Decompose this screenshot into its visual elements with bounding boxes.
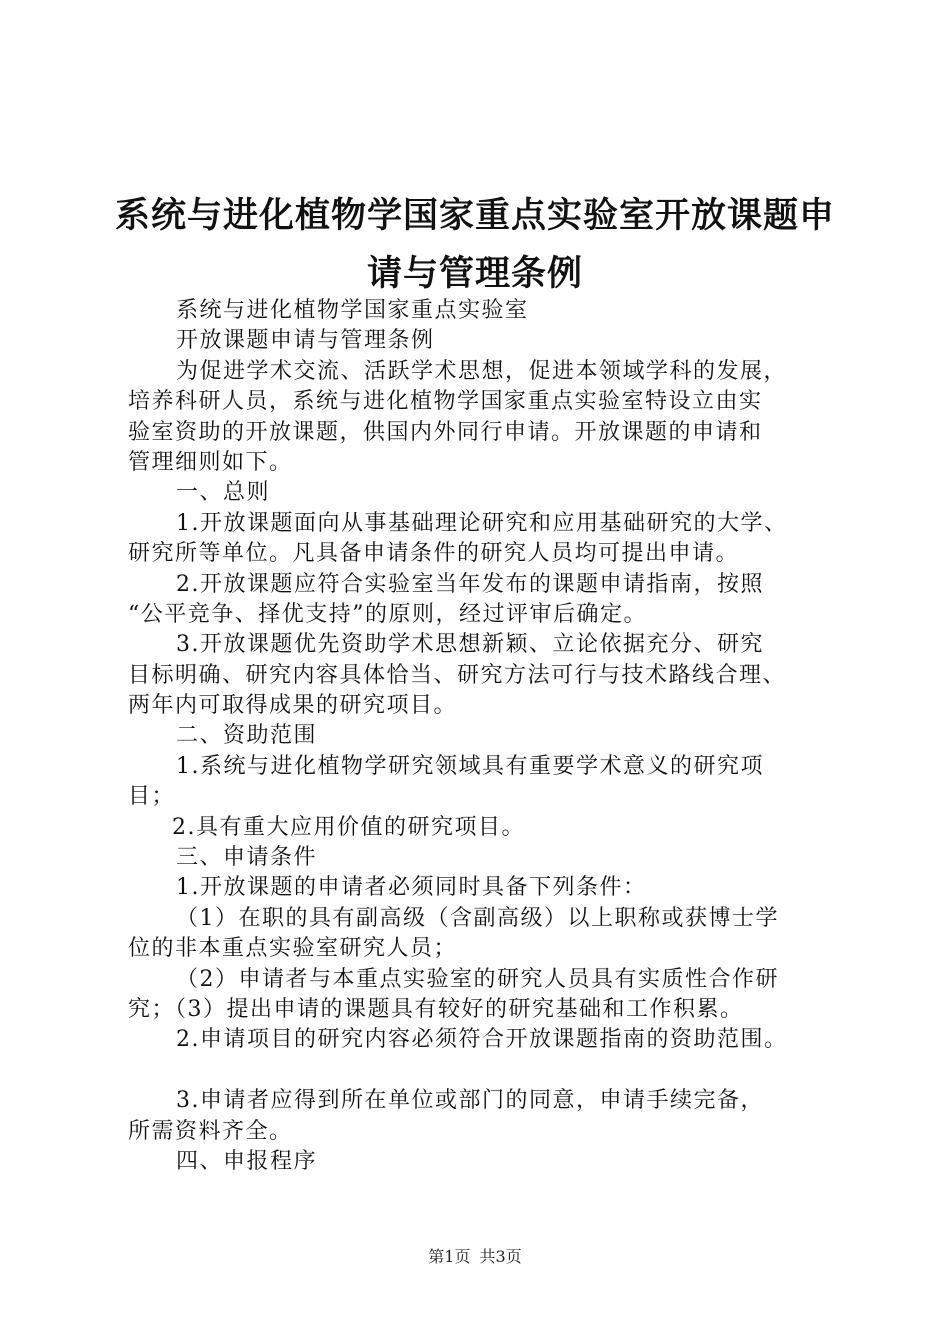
paragraph-line: 2.申请项目的研究内容必须符合开放课题指南的资助范围。 xyxy=(176,1027,788,1053)
paragraph-line: 为促进学术交流、活跃学术思想，促进本领域学科的发展， xyxy=(176,358,788,384)
section-heading: 一、总则 xyxy=(176,480,271,506)
page-number: 第1页 xyxy=(428,1247,471,1266)
paragraph-line: 研究所等单位。凡具备申请条件的研究人员均可提出申请。 xyxy=(128,541,740,567)
paragraph-line: 位的非本重点实验室研究人员； xyxy=(128,936,458,962)
paragraph-line: 2.具有重大应用价值的研究项目。 xyxy=(172,814,525,840)
paragraph-line: 两年内可取得成果的研究项目。 xyxy=(128,693,458,719)
paragraph-line: 目标明确、研究内容具体恰当、研究方法可行与技术路线合理、 xyxy=(128,662,787,688)
paragraph-line: 1.系统与进化植物学研究领域具有重要学术意义的研究项 xyxy=(176,753,764,779)
document-body xyxy=(128,296,852,1177)
document-title-line-2: 请与管理条例 xyxy=(366,254,583,294)
paragraph-line: （2）申请者与本重点实验室的研究人员具有实质性合作研 xyxy=(176,966,779,992)
paragraph-line: 培养科研人员，系统与进化植物学国家重点实验室特设立由实 xyxy=(128,389,763,415)
paragraph-line: 目； xyxy=(128,784,176,810)
page-footer xyxy=(0,1244,950,1267)
paragraph-line: 3.开放课题优先资助学术思想新颖、立论依据充分、研究 xyxy=(176,632,764,658)
section-heading: 四、申报程序 xyxy=(176,1148,318,1174)
paragraph-line: 究；（3）提出申请的课题具有较好的研究基础和工作积累。 xyxy=(128,996,744,1022)
paragraph-line: 2.开放课题应符合实验室当年发布的课题申请指南，按照 xyxy=(176,571,764,597)
paragraph-line: 管理细则如下。 xyxy=(128,449,293,475)
subtitle-line-2: 开放课题申请与管理条例 xyxy=(176,328,435,354)
paragraph-line: 1.开放课题面向从事基础理论研究和应用基础研究的大学、 xyxy=(176,510,788,536)
paragraph-line: 所需资料齐全。 xyxy=(128,1118,293,1144)
subtitle-line-1: 系统与进化植物学国家重点实验室 xyxy=(176,298,529,323)
paragraph-line: “公平竞争、择优支持”的原则，经过评审后确定。 xyxy=(128,601,647,627)
paragraph-line: 3.申请者应得到所在单位或部门的同意，申请手续完备， xyxy=(176,1088,764,1114)
paragraph-line: 验室资助的开放课题，供国内外同行申请。开放课题的申请和 xyxy=(128,419,763,445)
document-title-line-1: 系统与进化植物学国家重点实验室开放课题申 xyxy=(114,196,835,236)
blank-line xyxy=(128,1056,852,1086)
paragraph-line: （1）在职的具有副高级（含副高级）以上职称或获博士学 xyxy=(176,905,779,931)
paragraph-line: 1.开放课题的申请者必须同时具备下列条件： xyxy=(176,875,647,901)
section-heading: 二、资助范围 xyxy=(176,723,318,749)
section-heading: 三、申请条件 xyxy=(176,845,318,871)
page-total: 共3页 xyxy=(479,1247,522,1266)
